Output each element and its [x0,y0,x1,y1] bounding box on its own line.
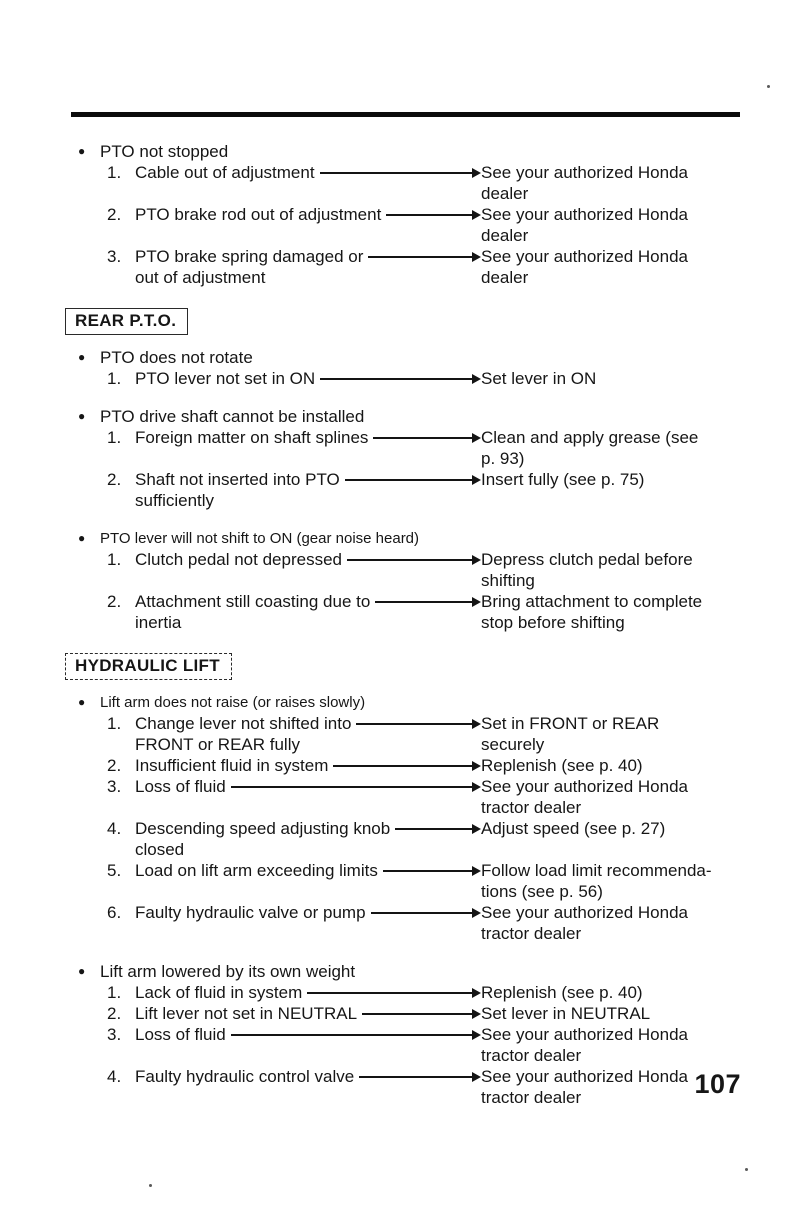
problem-title: Lift arm does not raise (or raises slowly) [100,694,366,711]
scan-artifact-dot [149,1184,152,1187]
trouble-item-row [72,246,740,288]
cause-column [135,818,481,860]
cause-column [135,246,481,288]
problem-block [72,692,740,944]
arrow-shaft [356,723,472,725]
cause-first-line [135,713,481,734]
arrow-connector [320,374,481,384]
bullet-icon: ● [78,964,86,978]
item-number: 4. [107,819,122,838]
arrow-connector [345,475,481,485]
arrow-connector [359,1072,481,1082]
arrow-shaft [345,479,472,481]
cause-text: PTO brake rod out of adjustment [135,205,382,224]
arrow-shaft [333,765,472,767]
item-number: 1. [107,550,122,569]
problem-title-row [72,347,740,368]
arrow-head-icon [472,433,481,443]
arrow-shaft [362,1013,472,1015]
arrow-shaft [395,828,472,830]
remedy-text: Clean and apply grease (see [481,428,699,447]
remedy-column [481,368,740,389]
trouble-item-row [72,776,740,818]
remedy-text: See your authorized Honda [481,777,688,796]
remedy-text: See your authorized Honda [481,247,688,266]
problem-title-row [72,406,740,427]
cause-first-line [135,755,481,776]
section-heading: HYDRAULIC LIFT [65,653,232,680]
cause-first-line [135,1003,481,1024]
arrow-shaft [307,992,472,994]
arrow-connector [362,1009,481,1019]
scan-artifact-dot [745,1168,748,1171]
scan-artifact-dot [767,85,770,88]
remedy-text: See your authorized Honda [481,205,688,224]
problem-title-row [72,692,740,713]
cause-first-line [135,776,481,797]
arrow-head-icon [472,908,481,918]
remedy-text: Replenish (see p. 40) [481,756,643,775]
problem-title-row [72,141,740,162]
cause-first-line [135,860,481,881]
cause-text: Change lever not shifted into [135,714,352,733]
cause-text: Faulty hydraulic control valve [135,1067,355,1086]
remedy-text: See your authorized Honda [481,1067,688,1086]
remedy-column [481,1003,740,1024]
trouble-item-row [72,1003,740,1024]
remedy-text: shifting [481,571,535,590]
trouble-item-row [72,902,740,944]
arrow-connector [395,824,481,834]
cause-text: FRONT or REAR fully [135,735,300,754]
cause-text: sufficiently [135,491,215,510]
bullet-icon: ● [78,531,86,545]
cause-text: Lack of fluid in system [135,983,303,1002]
remedy-column [481,1024,740,1066]
remedy-text: Replenish (see p. 40) [481,983,643,1002]
cause-column [135,776,481,818]
remedy-text: Insert fully (see p. 75) [481,470,645,489]
arrow-head-icon [472,597,481,607]
remedy-column [481,713,740,755]
arrow-head-icon [472,555,481,565]
bullet-icon: ● [78,350,86,364]
remedy-text: dealer [481,226,529,245]
arrow-head-icon [472,866,481,876]
section-heading: REAR P.T.O. [65,308,188,335]
remedy-column [481,246,740,288]
cause-text: inertia [135,613,182,632]
cause-text: Load on lift arm exceeding limits [135,861,378,880]
arrow-shaft [231,1034,472,1036]
cause-column [135,204,481,246]
bullet-icon: ● [78,409,86,423]
cause-first-line [135,204,481,225]
remedy-column [481,204,740,246]
arrow-head-icon [472,761,481,771]
arrow-connector [373,433,481,443]
remedy-column [481,818,740,860]
remedy-text: See your authorized Honda [481,163,688,182]
cause-column [135,1003,481,1024]
cause-column [135,162,481,204]
cause-first-line [135,902,481,923]
arrow-shaft [320,378,472,380]
arrow-head-icon [472,475,481,485]
arrow-connector [307,988,481,998]
trouble-item-row [72,549,740,591]
remedy-column [481,755,740,776]
problem-block [72,528,740,633]
arrow-shaft [375,601,472,603]
item-number: 2. [107,470,122,489]
item-number: 2. [107,1004,122,1023]
page-number: 107 [694,1069,741,1099]
item-number: 1. [107,428,122,447]
remedy-text: Set lever in NEUTRAL [481,1004,651,1023]
cause-text: Descending speed adjusting knob [135,819,391,838]
arrow-connector [356,719,481,729]
cause-column [135,368,481,389]
cause-first-line [135,591,481,612]
trouble-item-row [72,755,740,776]
remedy-column [481,902,740,944]
arrow-shaft [373,437,472,439]
cause-first-line [135,549,481,570]
trouble-item-row [72,162,740,204]
cause-column [135,427,481,469]
remedy-text: tractor dealer [481,1088,582,1107]
problem-title-row [72,961,740,982]
problem-block [72,347,740,389]
cause-first-line [135,427,481,448]
remedy-text: Set in FRONT or REAR [481,714,660,733]
arrow-head-icon [472,374,481,384]
arrow-shaft [386,214,472,216]
cause-text: Loss of fluid [135,1025,226,1044]
remedy-text: p. 93) [481,449,525,468]
remedy-text: See your authorized Honda [481,903,688,922]
arrow-head-icon [472,168,481,178]
remedy-text: tractor dealer [481,1046,582,1065]
cause-column [135,1024,481,1066]
remedy-column [481,982,740,1003]
cause-text: Faulty hydraulic valve or pump [135,903,366,922]
remedy-text: See your authorized Honda [481,1025,688,1044]
arrow-head-icon [472,719,481,729]
problem-title: PTO not stopped [100,142,229,161]
problem-title: Lift arm lowered by its own weight [100,962,356,981]
remedy-text: stop before shifting [481,613,625,632]
item-number: 1. [107,714,122,733]
item-number: 3. [107,777,122,796]
cause-text: PTO brake spring damaged or [135,247,364,266]
cause-text: Clutch pedal not depressed [135,550,342,569]
arrow-shaft [347,559,472,561]
arrow-connector [368,252,481,262]
cause-column [135,591,481,633]
cause-text: Cable out of adjustment [135,163,315,182]
remedy-text: tractor dealer [481,798,582,817]
problem-block [72,406,740,511]
remedy-text: Adjust speed (see p. 27) [481,819,666,838]
top-rule-divider [71,112,740,117]
remedy-column [481,776,740,818]
remedy-text: Depress clutch pedal before [481,550,693,569]
item-number: 3. [107,247,122,266]
trouble-item-row [72,591,740,633]
item-number: 4. [107,1067,122,1086]
item-number: 1. [107,369,122,388]
item-number: 1. [107,983,122,1002]
item-number: 2. [107,592,122,611]
cause-first-line [135,368,481,389]
remedy-text: Set lever in ON [481,369,597,388]
remedy-text: tractor dealer [481,924,582,943]
trouble-item-row [72,713,740,755]
arrow-connector [333,761,481,771]
trouble-item-row [72,469,740,511]
item-number: 5. [107,861,122,880]
trouble-item-row [72,818,740,860]
remedy-text: tions (see p. 56) [481,882,603,901]
cause-text: Insufficient fluid in system [135,756,329,775]
cause-first-line [135,246,481,267]
item-number: 3. [107,1025,122,1044]
cause-column [135,860,481,902]
arrow-connector [386,210,481,220]
arrow-head-icon [472,1030,481,1040]
cause-first-line [135,1066,481,1087]
bullet-icon: ● [78,695,86,709]
arrow-shaft [359,1076,472,1078]
problem-block [72,961,740,1108]
arrow-head-icon [472,988,481,998]
arrow-connector [371,908,481,918]
trouble-item-row [72,368,740,389]
arrow-head-icon [472,210,481,220]
trouble-item-row [72,1066,740,1108]
cause-text: out of adjustment [135,268,266,287]
remedy-text: dealer [481,268,529,287]
item-number: 6. [107,903,122,922]
content [72,141,740,1125]
cause-text: Attachment still coasting due to [135,592,371,611]
remedy-column [481,549,740,591]
arrow-shaft [371,912,472,914]
trouble-item-row [72,1024,740,1066]
arrow-connector [347,555,481,565]
problem-title: PTO does not rotate [100,348,253,367]
trouble-item-row [72,427,740,469]
arrow-connector [320,168,481,178]
cause-first-line [135,162,481,183]
remedy-column [481,427,740,469]
remedy-text: securely [481,735,545,754]
remedy-text: Bring attachment to complete [481,592,703,611]
cause-first-line [135,982,481,1003]
arrow-connector [231,782,481,792]
cause-first-line [135,818,481,839]
cause-column [135,549,481,591]
arrow-shaft [383,870,472,872]
arrow-connector [375,597,481,607]
cause-column [135,469,481,511]
arrow-head-icon [472,1072,481,1082]
problem-title-row [72,528,740,549]
trouble-item-row [72,860,740,902]
arrow-head-icon [472,252,481,262]
cause-column [135,713,481,755]
remedy-column [481,860,740,902]
problem-block [72,141,740,288]
cause-column [135,902,481,944]
problem-title: PTO drive shaft cannot be installed [100,407,365,426]
arrow-shaft [368,256,472,258]
remedy-column [481,162,740,204]
cause-text: Lift lever not set in NEUTRAL [135,1004,358,1023]
arrow-shaft [231,786,472,788]
item-number: 1. [107,163,122,182]
remedy-text: dealer [481,184,529,203]
arrow-shaft [320,172,472,174]
arrow-connector [231,1030,481,1040]
cause-text: Shaft not inserted into PTO [135,470,340,489]
remedy-column [481,469,740,511]
problem-title: PTO lever will not shift to ON (gear noise heard) [100,530,420,547]
trouble-item-row [72,982,740,1003]
arrow-head-icon [472,782,481,792]
cause-first-line [135,1024,481,1045]
bullet-icon: ● [78,144,86,158]
arrow-connector [383,866,481,876]
cause-first-line [135,469,481,490]
item-number: 2. [107,756,122,775]
cause-text: closed [135,840,185,859]
remedy-text: Follow load limit recommenda- [481,861,712,880]
cause-text: PTO lever not set in ON [135,369,316,388]
cause-column [135,982,481,1003]
trouble-item-row [72,204,740,246]
cause-text: Loss of fluid [135,777,226,796]
item-number: 2. [107,205,122,224]
cause-column [135,1066,481,1108]
cause-column [135,755,481,776]
arrow-head-icon [472,1009,481,1019]
arrow-head-icon [472,824,481,834]
remedy-column [481,591,740,633]
cause-text: Foreign matter on shaft splines [135,428,369,447]
